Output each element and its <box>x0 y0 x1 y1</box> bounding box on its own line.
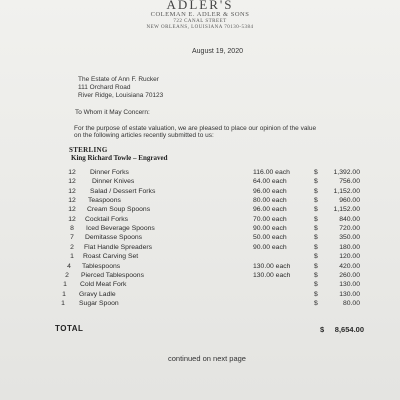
item-currency: $ <box>314 290 318 298</box>
item-description: Gravy Ladle <box>79 290 116 298</box>
item-unit-price: 70.00 each <box>253 215 287 223</box>
item-quantity: 12 <box>68 215 76 223</box>
item-currency: $ <box>314 178 318 186</box>
item-description: Sugar Spoon <box>79 299 119 307</box>
item-amount: 1,392.00 <box>333 169 360 176</box>
table-row <box>0 281 400 290</box>
table-row <box>0 253 400 262</box>
table-row <box>0 272 400 281</box>
item-quantity: 7 <box>70 234 74 242</box>
item-amount: 960.00 <box>339 197 360 205</box>
item-description: Cream Soup Spoons <box>87 206 151 214</box>
letterhead-name: ADLER'S <box>166 0 234 12</box>
item-amount: 756.00 <box>339 178 360 186</box>
item-currency: $ <box>314 253 318 261</box>
item-currency: $ <box>314 299 318 307</box>
item-amount: 840.00 <box>339 215 360 223</box>
item-amount: 1,152.00 <box>333 206 360 214</box>
table-row <box>0 206 400 215</box>
item-quantity: 2 <box>70 243 74 251</box>
item-amount: 80.00 <box>342 299 360 307</box>
item-currency: $ <box>314 243 318 251</box>
item-quantity: 4 <box>67 262 71 270</box>
address-line-3: River Ridge, Louisiana 70123 <box>78 92 164 99</box>
item-quantity: 1 <box>63 281 67 289</box>
item-unit-price: 96.00 each <box>253 206 287 214</box>
pattern-heading: STERLING <box>69 146 108 154</box>
item-unit-price: 64.00 each <box>253 178 287 186</box>
item-quantity: 1 <box>61 299 65 307</box>
item-amount: 260.00 <box>339 271 360 279</box>
table-row <box>0 216 400 225</box>
address-line-1: The Estate of Ann F. Rucker <box>78 76 159 83</box>
item-description: Dinner Forks <box>90 169 129 176</box>
item-unit-price: 50.00 each <box>253 234 287 242</box>
item-unit-price: 90.00 each <box>253 243 287 251</box>
table-row <box>0 178 400 187</box>
letterhead-city: NEW ORLEANS, LOUISIANA 70130-5384 <box>146 25 254 30</box>
item-quantity: 8 <box>70 225 74 233</box>
item-description: Dinner Knives <box>92 178 135 186</box>
total-amount: 8,654.00 <box>334 325 364 334</box>
item-currency: $ <box>314 225 318 233</box>
item-description: Flat Handle Spreaders <box>84 243 153 251</box>
intro-line-2: on the following articles recently submitted to us: <box>74 132 214 139</box>
letterhead-street: 722 CANAL STREET <box>173 19 227 24</box>
table-row <box>0 197 400 206</box>
item-description: Roast Carving Set <box>83 253 139 261</box>
table-row <box>0 225 400 234</box>
item-description: Tablespoons <box>82 262 121 270</box>
table-row <box>0 188 400 197</box>
salutation: To Whom it May Concern: <box>75 109 150 116</box>
item-quantity: 12 <box>68 178 76 186</box>
item-amount: 720.00 <box>339 225 360 233</box>
table-row <box>0 291 400 300</box>
address-line-2: 111 Orchard Road <box>78 84 131 91</box>
table-row <box>0 263 400 272</box>
item-description: Cocktail Forks <box>85 215 129 223</box>
item-currency: $ <box>314 169 318 176</box>
item-currency: $ <box>314 187 318 195</box>
letter-date: August 19, 2020 <box>192 48 243 55</box>
item-unit-price: 116.00 each <box>253 169 290 176</box>
item-unit-price: 90.00 each <box>253 225 287 233</box>
item-currency: $ <box>314 234 318 242</box>
item-unit-price: 96.00 each <box>253 187 287 195</box>
letterhead-subtitle: COLEMAN E. ADLER & SONS <box>150 11 250 18</box>
item-quantity: 12 <box>68 169 76 176</box>
item-quantity: 2 <box>65 271 69 279</box>
item-quantity: 1 <box>70 253 74 261</box>
pattern-subtitle: King Richard Towle – Engraved <box>71 154 168 162</box>
item-quantity: 1 <box>62 290 66 298</box>
item-amount: 120.00 <box>339 253 360 261</box>
item-currency: $ <box>314 262 318 270</box>
item-currency: $ <box>314 206 318 214</box>
item-amount: 420.00 <box>339 262 360 270</box>
item-currency: $ <box>314 281 318 289</box>
table-row <box>0 234 400 243</box>
item-description: Pierced Tablespoons <box>81 271 144 279</box>
item-unit-price: 130.00 each <box>253 262 291 270</box>
item-unit-price: 130.00 each <box>253 271 291 279</box>
item-quantity: 12 <box>68 187 76 195</box>
item-quantity: 12 <box>68 197 76 205</box>
table-row <box>0 300 400 309</box>
item-description: Salad / Dessert Forks <box>90 187 156 195</box>
item-unit-price: 80.00 each <box>253 197 287 205</box>
item-amount: 1,152.00 <box>333 187 360 195</box>
item-description: Teaspoons <box>88 197 121 205</box>
item-amount: 180.00 <box>339 243 360 251</box>
item-description: Cold Meat Fork <box>80 281 127 289</box>
table-row <box>0 169 400 178</box>
item-amount: 130.00 <box>339 281 360 289</box>
item-description: Iced Beverage Spoons <box>86 225 155 233</box>
item-amount: 130.00 <box>339 290 360 298</box>
table-row <box>0 244 400 253</box>
item-description: Demitasse Spoons <box>85 234 143 242</box>
total-currency: $ <box>320 325 325 334</box>
item-currency: $ <box>314 197 318 205</box>
total-label: TOTAL <box>55 324 84 333</box>
continued-note: continued on next page <box>168 354 246 363</box>
item-quantity: 12 <box>68 206 76 214</box>
item-currency: $ <box>314 215 318 223</box>
item-amount: 350.00 <box>339 234 360 242</box>
intro-line-1: For the purpose of estate valuation, we are pleased to place our opinion of the value <box>74 125 317 132</box>
item-currency: $ <box>314 271 318 279</box>
